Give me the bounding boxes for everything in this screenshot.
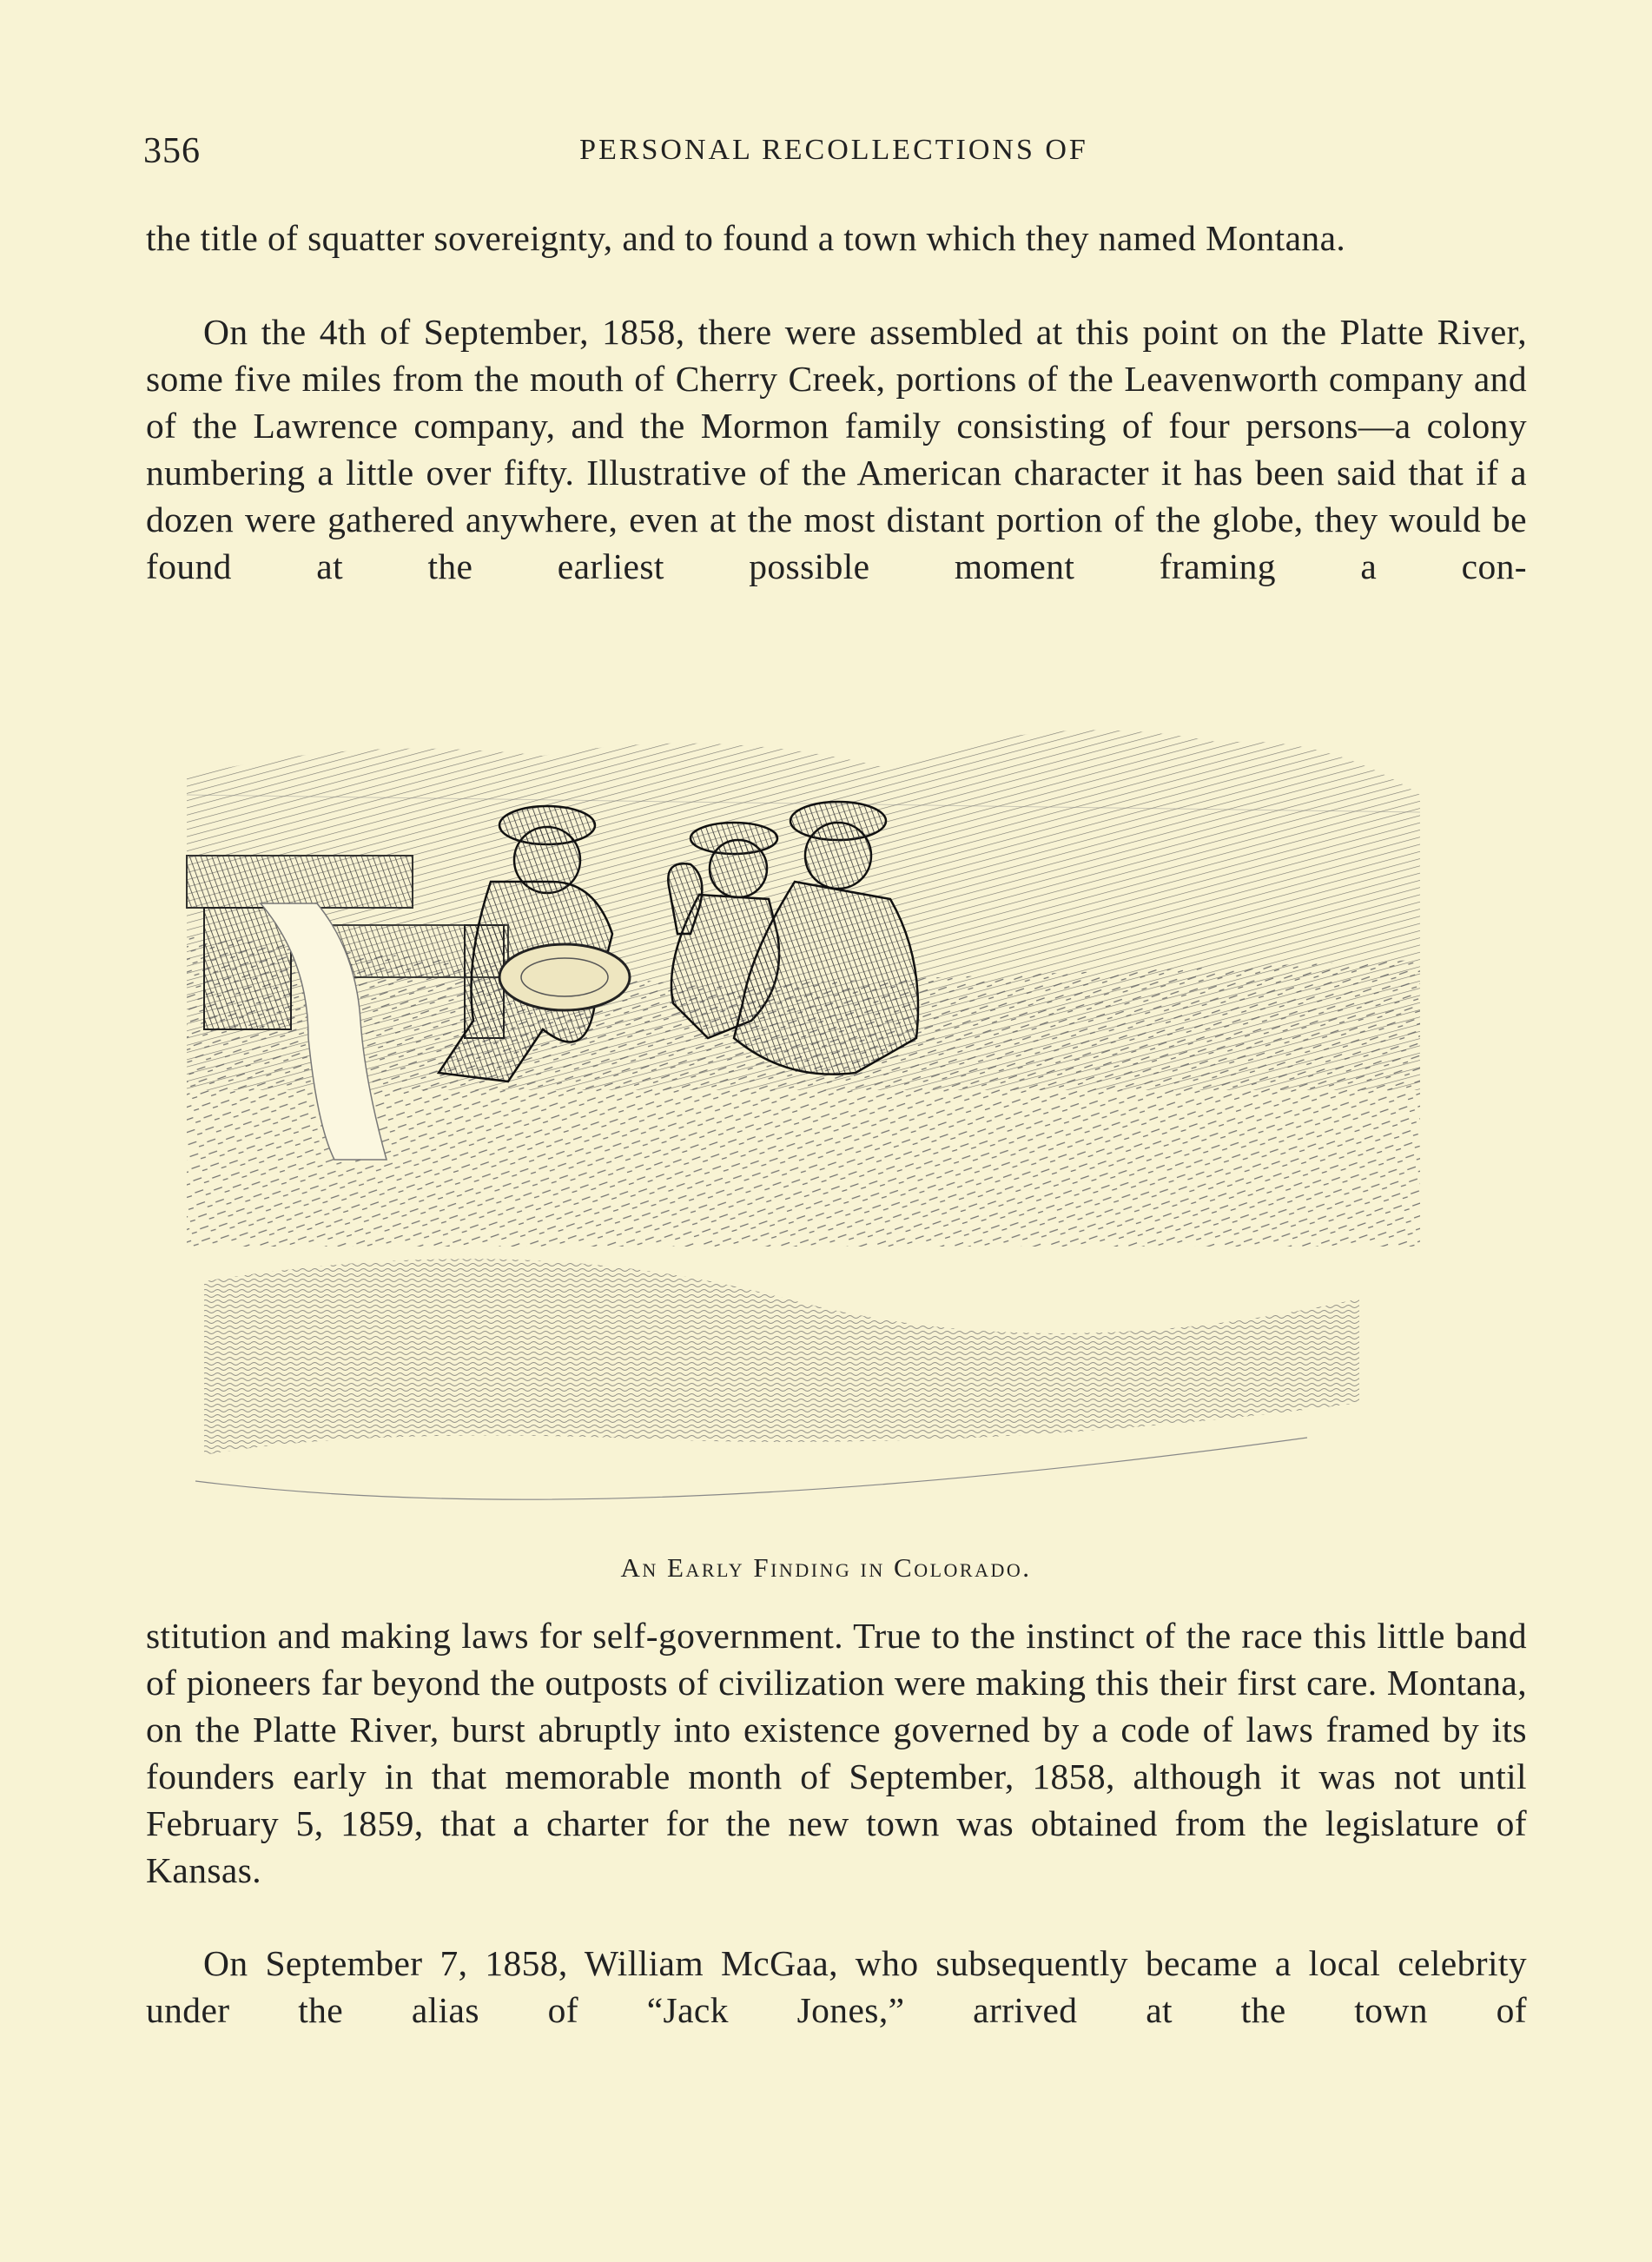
illustration-gold-panning — [178, 673, 1429, 1542]
figure-caption — [0, 1552, 1652, 1584]
page-number: 356 — [143, 131, 201, 171]
paragraph-4: On September 7, 1858, William McGaa, who subsequently became a local celebrity under the alias of “Jack Jones,” arrived at the town of — [146, 1943, 1527, 2030]
paragraph-3: stitution and making laws for self-government. True to the instinct of the race this little band of pioneers far beyond the outposts of civilization were making this their first care. Montana, on the Platte River, burst abruptly into existence governed by a code of laws framed by its founders early in that memorable month of September, 1858, although it was not until February 5, 1859, that a charter for the new town was obtained from the legislature of Kansas. — [146, 1616, 1527, 1890]
paragraph-1: the title of squatter sovereignty, and to found a town which they named Montana. — [146, 218, 1346, 258]
page-header — [143, 130, 1524, 182]
figure-caption-text: An Early Finding in Colorado. — [620, 1552, 1032, 1583]
paragraph-2: On the 4th of September, 1858, there were assembled at this point on the Platte River, some five miles from the mouth of Cherry Creek, portions of the Leavenworth company and of the Lawrence company, and the Mormon family consisting of four persons—a colony numbering a little over fifty. Illustrative of the American character it has been said that if a dozen were gathered anywhere, even at the most distant portion of the globe, they would be found at the earliest possible moment framing a con- — [146, 312, 1527, 586]
running-title: PERSONAL RECOLLECTIONS OF — [579, 134, 1088, 166]
